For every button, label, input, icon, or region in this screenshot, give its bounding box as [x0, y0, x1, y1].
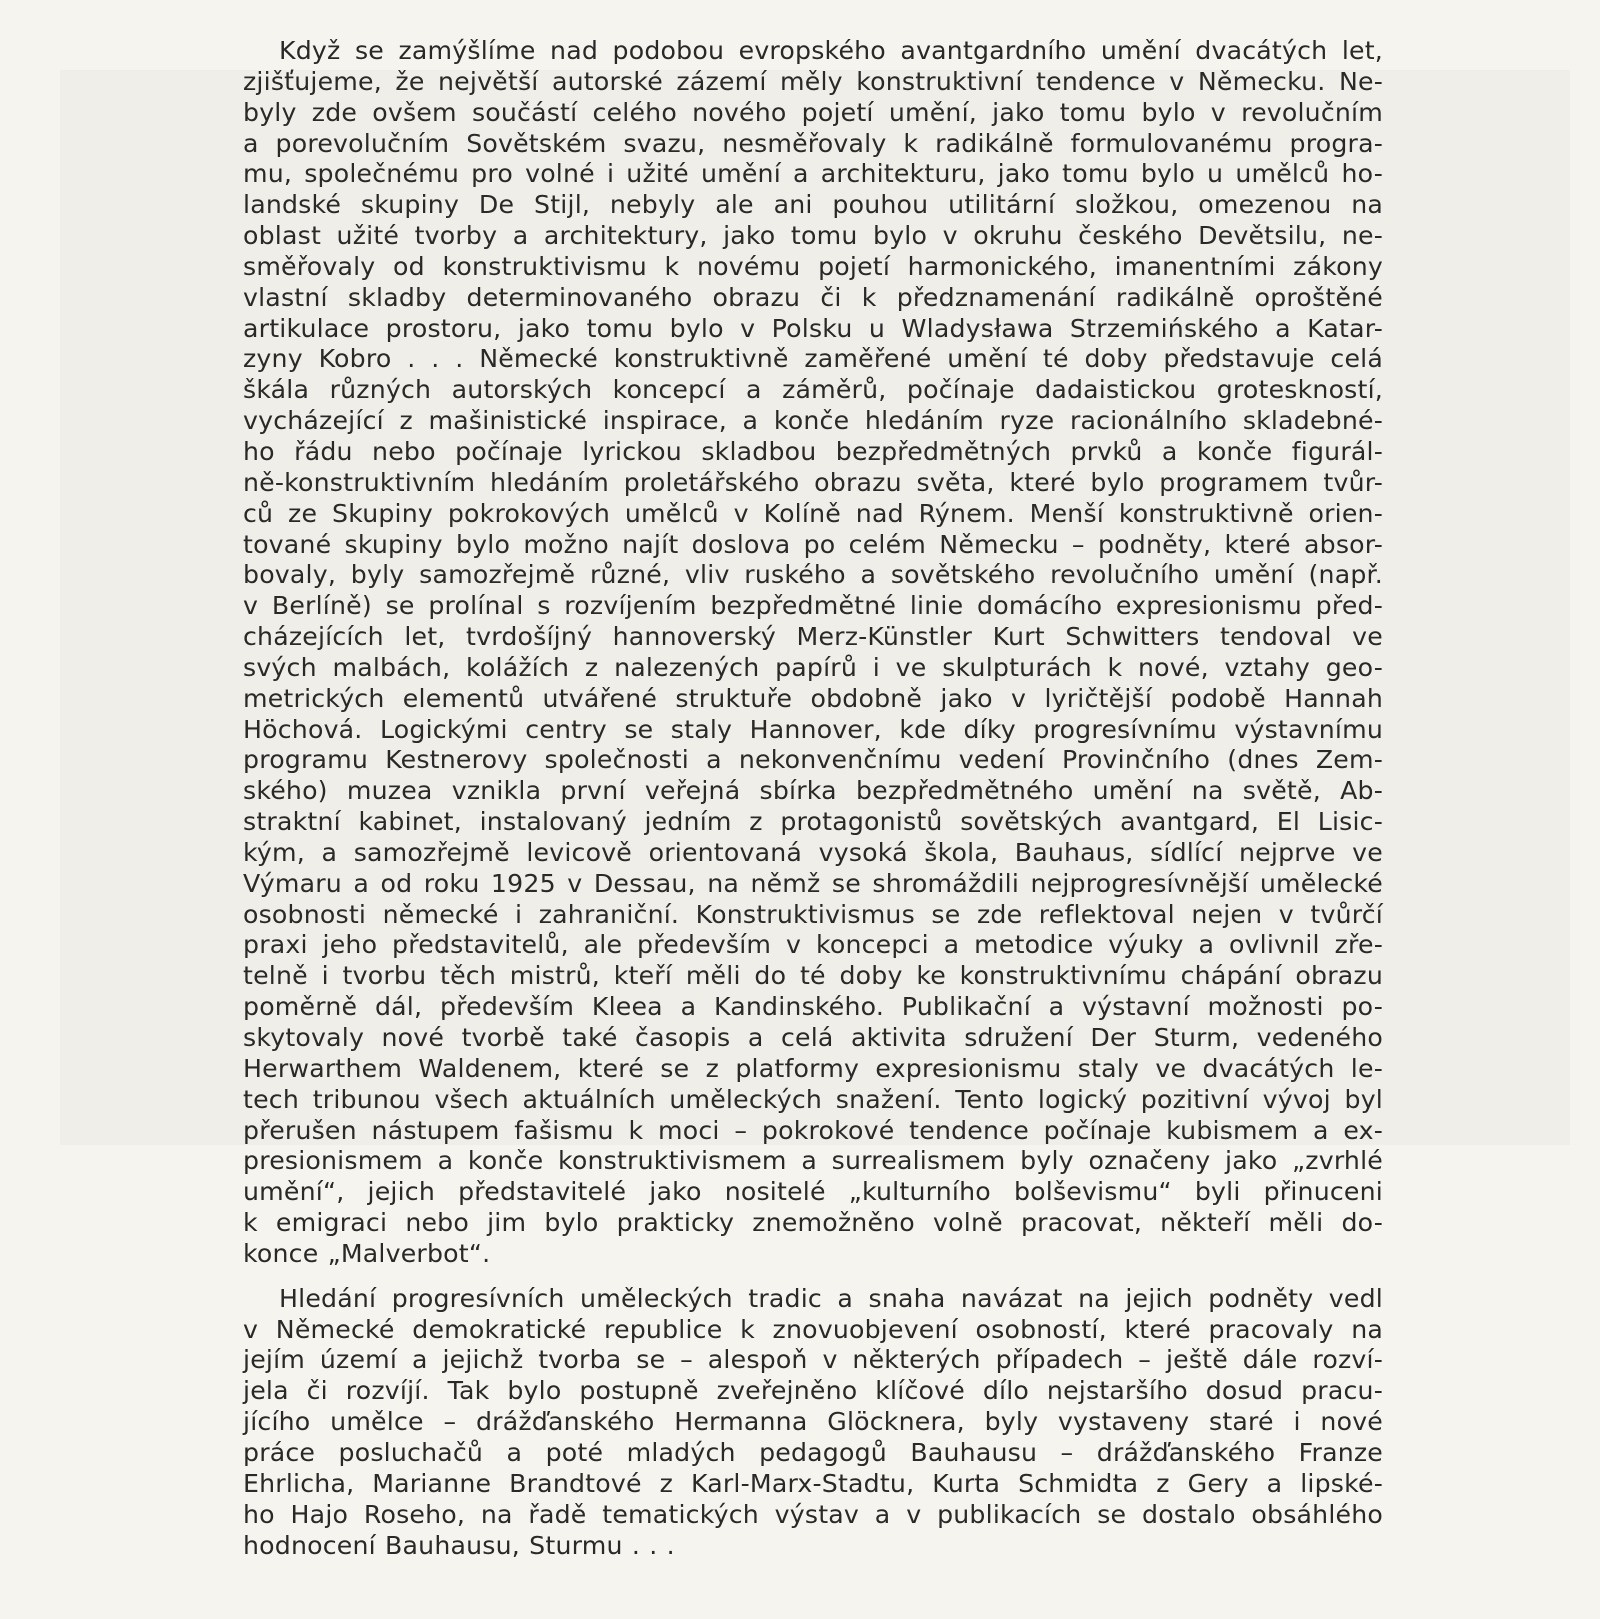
body-text: [243, 36, 1383, 1561]
text-line: Hledání progresívních uměleckých tradic a snaha navázat na jejich podněty vedl: [279, 1283, 1383, 1313]
text-line: Ehrlicha, Marianne Brandtové z Karl-Marx-Stadtu, Kurta Schmidta z Gery a lipské-: [243, 1468, 1383, 1498]
text-line: svých malbách, kolážích z nalezených papírů i ve skulpturách k nové, vztahy geo-: [243, 652, 1383, 682]
text-line: Herwarthem Waldenem, které se z platformy expresionismu staly ve dvacátých le-: [243, 1053, 1383, 1083]
text-line: poměrně dál, především Kleea a Kandinského. Publikační a výstavní možnosti po-: [243, 992, 1383, 1022]
text-line: tech tribunou všech aktuálních uměleckých snažení. Tento logický pozitivní vývoj byl: [243, 1084, 1383, 1114]
text-line: landské skupiny De Stijl, nebyly ale ani pouhou utilitární složkou, omezenou na: [243, 190, 1383, 220]
text-line: v Berlíně) se prolínal s rozvíjením bezpředmětné linie domácího expresionismu před-: [243, 591, 1383, 621]
text-line: presionismem a konče konstruktivismem a surrealismem byly označeny jako „zvrhlé: [243, 1146, 1383, 1176]
text-line: programu Kestnerovy společnosti a nekonvenčnímu vedení Provinčního (dnes Zem-: [243, 745, 1383, 775]
text-line: kým, a samozřejmě levicově orientovaná vysoká škola, Bauhaus, sídlící nejprve ve: [243, 837, 1383, 867]
text-line: metrických elementů utvářené struktuře obdobně jako v lyričtější podobě Hannah: [243, 683, 1383, 713]
text-line: umění“, jejich představitelé jako nositelé „kulturního bolševismu“ byli přinuceni: [243, 1177, 1383, 1207]
text-line: straktní kabinet, instalovaný jedním z protagonistů sovětských avantgard, El Lisic-: [243, 807, 1383, 837]
text-line: v Německé demokratické republice k znovuobjevení osobností, které pracovaly na: [243, 1314, 1383, 1344]
text-line: skytovaly nové tvorbě také časopis a celá aktivita sdružení Der Sturm, vedeného: [243, 1023, 1383, 1052]
text-line: hodnocení Bauhausu, Sturmu . . .: [243, 1530, 675, 1560]
text-line: ně-konstruktivním hledáním proletářského obrazu světa, které bylo programem tvůr-: [243, 467, 1383, 497]
text-line: k emigraci nebo jim bylo prakticky znemožněno volně pracovat, někteří měli do-: [243, 1208, 1383, 1238]
text-line: artikulace prostoru, jako tomu bylo v Polsku u Wladysława Strzemińského a Katar-: [243, 313, 1383, 343]
text-line: ského) muzea vznikla první veřejná sbírka bezpředmětného umění na světě, Ab-: [243, 776, 1383, 806]
text-line: cházejících let, tvrdošíjný hannoverský Merz-Künstler Kurt Schwitters tendoval ve: [243, 622, 1383, 652]
text-line: konce „Malverbot“.: [243, 1238, 491, 1268]
text-line: práce posluchačů a poté mladých pedagogů Bauhausu – drážďanského Franze: [243, 1437, 1383, 1467]
text-line: zyny Kobro . . . Německé konstruktivně zaměřené umění té doby představuje celá: [243, 344, 1383, 374]
text-line: ho Hajo Roseho, na řadě tematických výstav a v publikacích se dostalo obsáhlého: [243, 1499, 1383, 1529]
text-line: Höchová. Logickými centry se staly Hannover, kde díky progresívnímu výstavnímu: [243, 714, 1383, 744]
text-line: směřovaly od konstruktivismu k novému pojetí harmonického, imanentními zákony: [243, 251, 1383, 281]
text-line: osobnosti německé i zahraniční. Konstruktivismus se zde reflektoval nejen v tvůrčí: [243, 899, 1383, 929]
text-line: ců ze Skupiny pokrokových umělců v Kolíně nad Rýnem. Menší konstruktivně orien-: [243, 498, 1383, 528]
text-line: bovaly, byly samozřejmě různé, vliv ruského a sovětského revolučního umění (např.: [243, 560, 1383, 590]
text-line: jejím území a jejichž tvorba se – alespoň v některých případech – ještě dále rozví-: [243, 1345, 1383, 1375]
text-line: byly zde ovšem součástí celého nového pojetí umění, jako tomu bylo v revolučním: [243, 97, 1383, 127]
text-line: oblast užité tvorby a architektury, jako tomu bylo v okruhu českého Devětsilu, ne-: [243, 221, 1383, 251]
text-line: Když se zamýšlíme nad podobou evropského avantgardního umění dvacátých let,: [279, 36, 1383, 65]
text-line: jela či rozvíjí. Tak bylo postupně zveřejněno klíčové dílo nejstaršího dosud pracu-: [243, 1376, 1383, 1406]
paragraph-2: [243, 1284, 1383, 1562]
text-line: tované skupiny bylo možno najít doslova po celém Německu – podněty, které absor-: [243, 529, 1383, 559]
paragraph-gap: [243, 1270, 1383, 1284]
text-line: praxi jeho představitelů, ale především v koncepci a metodice výuky a ovlivnil zře-: [243, 930, 1383, 960]
text-line: Výmaru a od roku 1925 v Dessau, na němž se shromáždili nejprogresívnější umělecké: [243, 868, 1383, 898]
text-line: mu, společnému pro volné i užité umění a architekturu, jako tomu bylo u umělců ho-: [243, 159, 1383, 189]
text-line: telně i tvorbu těch mistrů, kteří měli do té doby ke konstruktivnímu chápání obrazu: [243, 961, 1383, 991]
paragraph-1: [243, 36, 1383, 1270]
text-line: škála různých autorských koncepcí a záměrů, počínaje dadaistickou groteskností,: [243, 375, 1383, 405]
text-line: přerušen nástupem fašismu k moci – pokrokové tendence počínaje kubismem a ex-: [243, 1115, 1383, 1145]
text-line: vlastní skladby determinovaného obrazu či k předznamenání radikálně oproštěné: [243, 282, 1383, 312]
text-line: vycházející z mašinistické inspirace, a konče hledáním ryze racionálního skladebné-: [243, 406, 1383, 436]
text-line: a porevolučním Sovětském svazu, nesměřovaly k radikálně formulovanému progra-: [243, 128, 1383, 158]
text-line: ho řádu nebo počínaje lyrickou skladbou bezpředmětných prvků a konče figurál-: [243, 436, 1383, 466]
text-line: jícího umělce – drážďanského Hermanna Glöcknera, byly vystaveny staré i nové: [243, 1407, 1383, 1437]
text-line: zjišťujeme, že největší autorské zázemí měly konstruktivní tendence v Německu. Ne-: [243, 66, 1383, 96]
